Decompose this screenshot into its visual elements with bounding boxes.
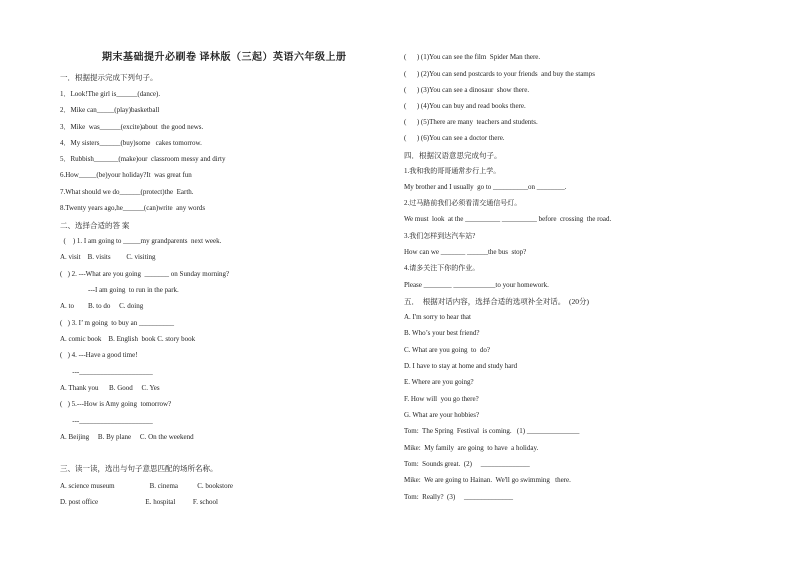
text-line: 3.我们怎样到达汽车站?: [404, 232, 476, 240]
text-line: Tom: Really? (3) ______________: [404, 493, 513, 501]
text-line: B. Who’s your best friend?: [404, 329, 480, 337]
text-line: Please ________ ____________to your homework.: [404, 281, 549, 289]
text-line: A. comic book B. English book C. story book: [60, 335, 196, 343]
text-line: 1．Look!The girl is______(dance).: [60, 90, 161, 98]
section-heading: 二、选择合适的答 案: [60, 221, 130, 230]
text-line: 4．My sisters______(buy)some cakes tomorrow.: [60, 139, 202, 147]
text-line: A. visit B. visits C. visiting: [60, 253, 156, 261]
text-line: 7.What should we do______(protect)the Earth.: [60, 188, 194, 196]
text-line: ---_____________________: [60, 417, 153, 425]
text-line: Tom: The Spring Festival is coming. (1) _______________: [404, 427, 580, 435]
text-line: A. science museum B. cinema C. bookstore: [60, 482, 234, 490]
text-line: F. How will you go there?: [404, 395, 479, 403]
section-heading: 一．根据提示完成下列句子。: [60, 73, 158, 82]
text-line: ( ) 3. I’ m going to buy an __________: [60, 319, 174, 327]
text-line: ( ) (6)You can see a doctor there.: [404, 134, 505, 142]
text-line: ( ) (5)There are many teachers and students.: [404, 118, 538, 126]
text-line: 4.请多关注下你的作业。: [404, 264, 480, 272]
section-heading: 五． 根据对话内容，选择合适的选项补全对话。 (20分): [404, 297, 589, 306]
text-line: 3．Mike was______(excite)about the good news.: [60, 123, 204, 131]
page-title: 期末基础提升必刷卷 译林版（三起）英语六年级上册: [102, 52, 347, 63]
text-line: C. What are you going to do?: [404, 346, 490, 354]
text-line: 2.过马路前我们必须看清交通信号灯。: [404, 199, 522, 207]
text-line: ( ) 1. I am going to _____my grandparents next week.: [60, 237, 222, 245]
text-line: Mike: We are going to Hainan. We'll go swimming there.: [404, 476, 571, 484]
text-line: E. Where are you going?: [404, 378, 474, 386]
text-line: My brother and I usually go to __________on ________.: [404, 183, 567, 191]
section-heading: 三、读一读，选出与句子意思匹配的场所名称。: [60, 464, 218, 473]
text-line: ( ) (2)You can send postcards to your friends and buy the stamps: [404, 70, 595, 78]
text-line: 5．Rubbish_______(make)our classroom messy and dirty: [60, 155, 226, 163]
text-line: D. I have to stay at home and study hard: [404, 362, 518, 370]
text-line: How can we _______ ______the bus stop?: [404, 248, 527, 256]
text-line: A. to B. to do C. doing: [60, 302, 144, 310]
text-line: ---I am going to run in the park.: [60, 286, 179, 294]
text-line: ---_____________________: [60, 368, 153, 376]
text-line: 2．Mike can_____(play)basketball: [60, 106, 160, 114]
text-line: A. Thank you B. Good C. Yes: [60, 384, 160, 392]
text-line: ( ) (1)You can see the film Spider Man there.: [404, 53, 541, 61]
text-line: ( ) (4)You can buy and read books there.: [404, 102, 526, 110]
text-line: D. post office E. hospital F. school: [60, 498, 218, 506]
text-line: 1.我和我的哥哥通常步行上学。: [404, 167, 501, 175]
text-line: We must look at the __________ __________ before crossing the road.: [404, 215, 612, 223]
text-line: Mike: My family are going to have a holiday.: [404, 444, 539, 452]
text-line: A. I'm sorry to hear that: [404, 313, 471, 321]
text-line: ( ) (3)You can see a dinosaur show there.: [404, 86, 530, 94]
text-line: A. Beijing B. By plane C. On the weekend: [60, 433, 194, 441]
text-line: G. What are your hobbies?: [404, 411, 480, 419]
text-line: ( ) 2. ---What are you going _______ on Sunday morning?: [60, 270, 230, 278]
text-line: ( ) 5.---How is Amy going tomorrow?: [60, 400, 172, 408]
text-line: 8.Twenty years ago,he______(can)write any words: [60, 204, 206, 212]
text-line: Tom: Sounds great. (2) ______________: [404, 460, 530, 468]
section-heading: 四．根据汉语意思完成句子。: [404, 151, 502, 160]
text-line: 6.How_____(be)your holiday?It was great fun: [60, 171, 192, 179]
text-line: ( ) 4. ---Have a good time!: [60, 351, 138, 359]
